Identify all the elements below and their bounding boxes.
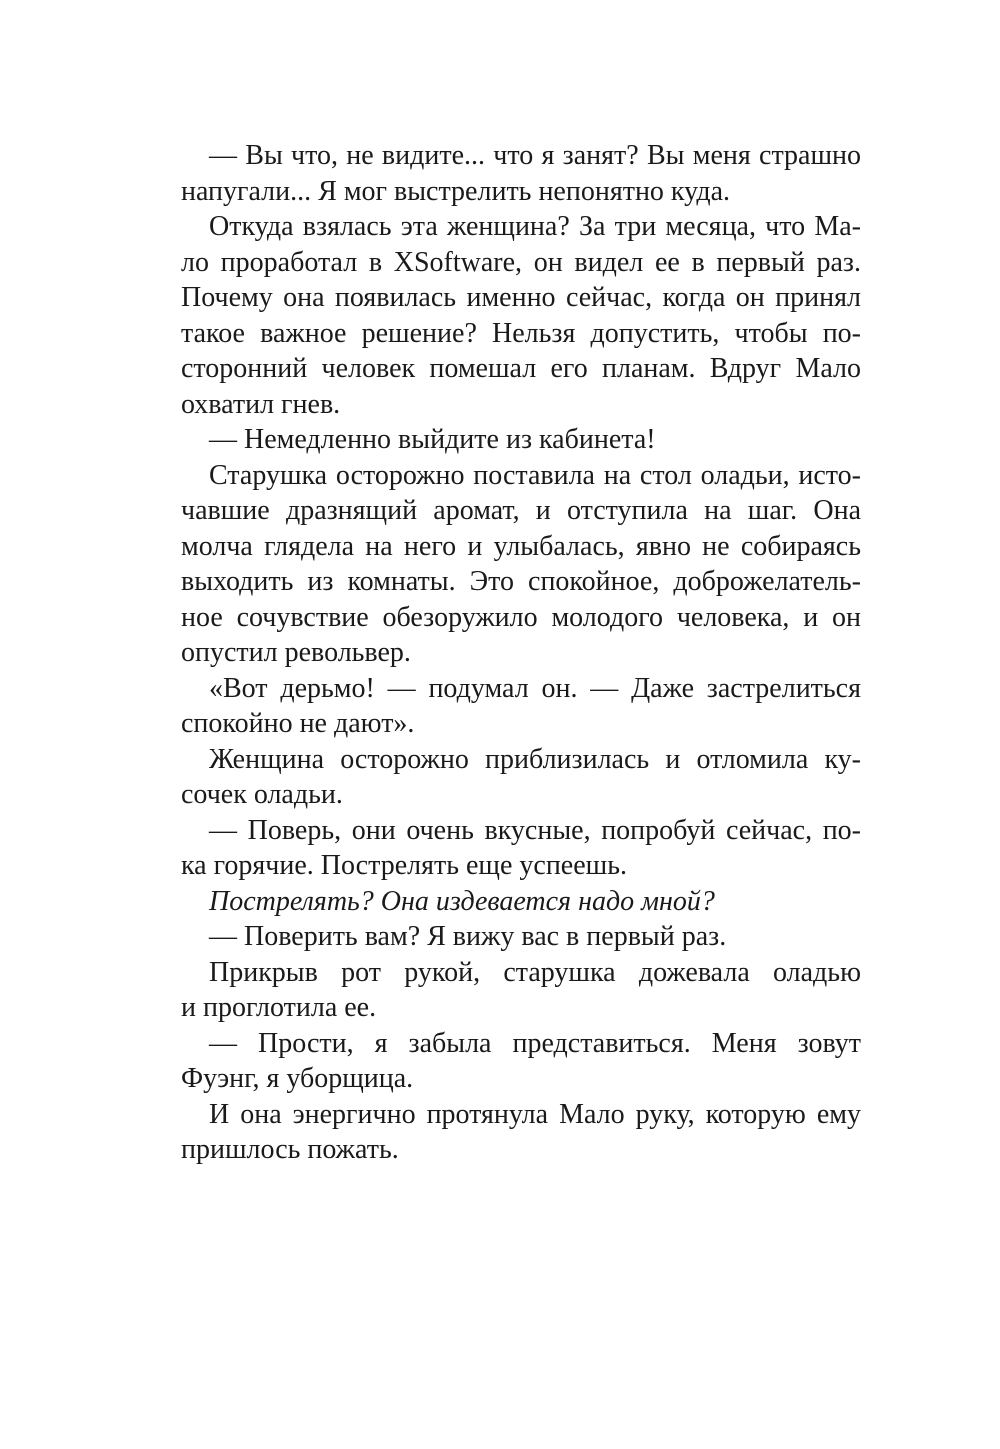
text-line: — Прости, я забыла представиться. Меня зовут (209, 1027, 861, 1059)
paragraph-10 (181, 955, 861, 1026)
text-line: выходить из комнаты. Это спокойное, доброжелатель- (181, 566, 861, 597)
text-line: такое важное решение? Нельзя допустить, чтобы по- (181, 317, 861, 349)
text-line: — Вы что, не видите... что я занят? Вы меня страшно (209, 140, 861, 171)
text-line: ло проработал в XSoftware, он видел ее в первый раз. (181, 246, 861, 278)
paragraph-11 (181, 1026, 861, 1097)
text-line: напугали... Я мог выстрелить непонятно куда. (181, 175, 731, 207)
text-line: Фуэнг, я уборщица. (181, 1063, 414, 1094)
text-line: Прикрыв рот рукой, старушка дожевала оладью (209, 956, 861, 988)
paragraph-8-italic (181, 884, 861, 920)
text-line: Почему она появилась именно сейчас, когда он принял (181, 282, 861, 313)
text-line: Женщина осторожно приблизилась и отломила ку- (209, 743, 861, 775)
paragraph-1 (181, 138, 861, 209)
text-line: охватил гнев. (181, 388, 341, 420)
paragraph-9 (181, 919, 861, 955)
text-line: — Немедленно выйдите из кабинета! (209, 424, 656, 455)
paragraph-2 (181, 209, 861, 422)
book-page-text (181, 138, 861, 1168)
text-line: и проглотила ее. (181, 992, 377, 1023)
text-line: Откуда взялась эта женщина? За три месяца, что Ма- (209, 211, 861, 242)
text-line: спокойно не дают». (181, 708, 415, 739)
italic-text-line: Пострелять? Она издевается надо мной? (209, 885, 715, 917)
paragraph-7 (181, 813, 861, 884)
paragraph-5 (181, 671, 861, 742)
text-line: сочек оладьи. (181, 779, 343, 810)
paragraph-4 (181, 458, 861, 671)
text-line: — Поверь, они очень вкусные, попробуй сейчас, по- (209, 814, 861, 846)
text-line: сторонний человек помешал его планам. Вдруг Мало (181, 353, 861, 384)
text-line: И она энергично протянула Мало руку, которую ему (209, 1098, 861, 1130)
text-line: пришлось пожать. (181, 1134, 399, 1165)
text-line: опустил револьвер. (181, 637, 411, 668)
paragraph-6 (181, 742, 861, 813)
text-line: «Вот дерьмо! — подумал он. — Даже застрелиться (209, 672, 861, 704)
text-line: ное сочувствие обезоружило молодого человека, и он (181, 601, 861, 633)
paragraph-12 (181, 1097, 861, 1168)
paragraph-3 (181, 422, 861, 458)
text-line: — Поверить вам? Я вижу вас в первый раз. (209, 921, 727, 952)
text-line: чавшие дразнящий аромат, и отступила на шаг. Она (181, 495, 861, 526)
text-line: Старушка осторожно поставила на стол оладьи, исто- (209, 459, 861, 491)
text-line: ка горячие. Пострелять еще успеешь. (181, 850, 627, 881)
text-line: молча глядела на него и улыбалась, явно не собираясь (181, 530, 861, 562)
